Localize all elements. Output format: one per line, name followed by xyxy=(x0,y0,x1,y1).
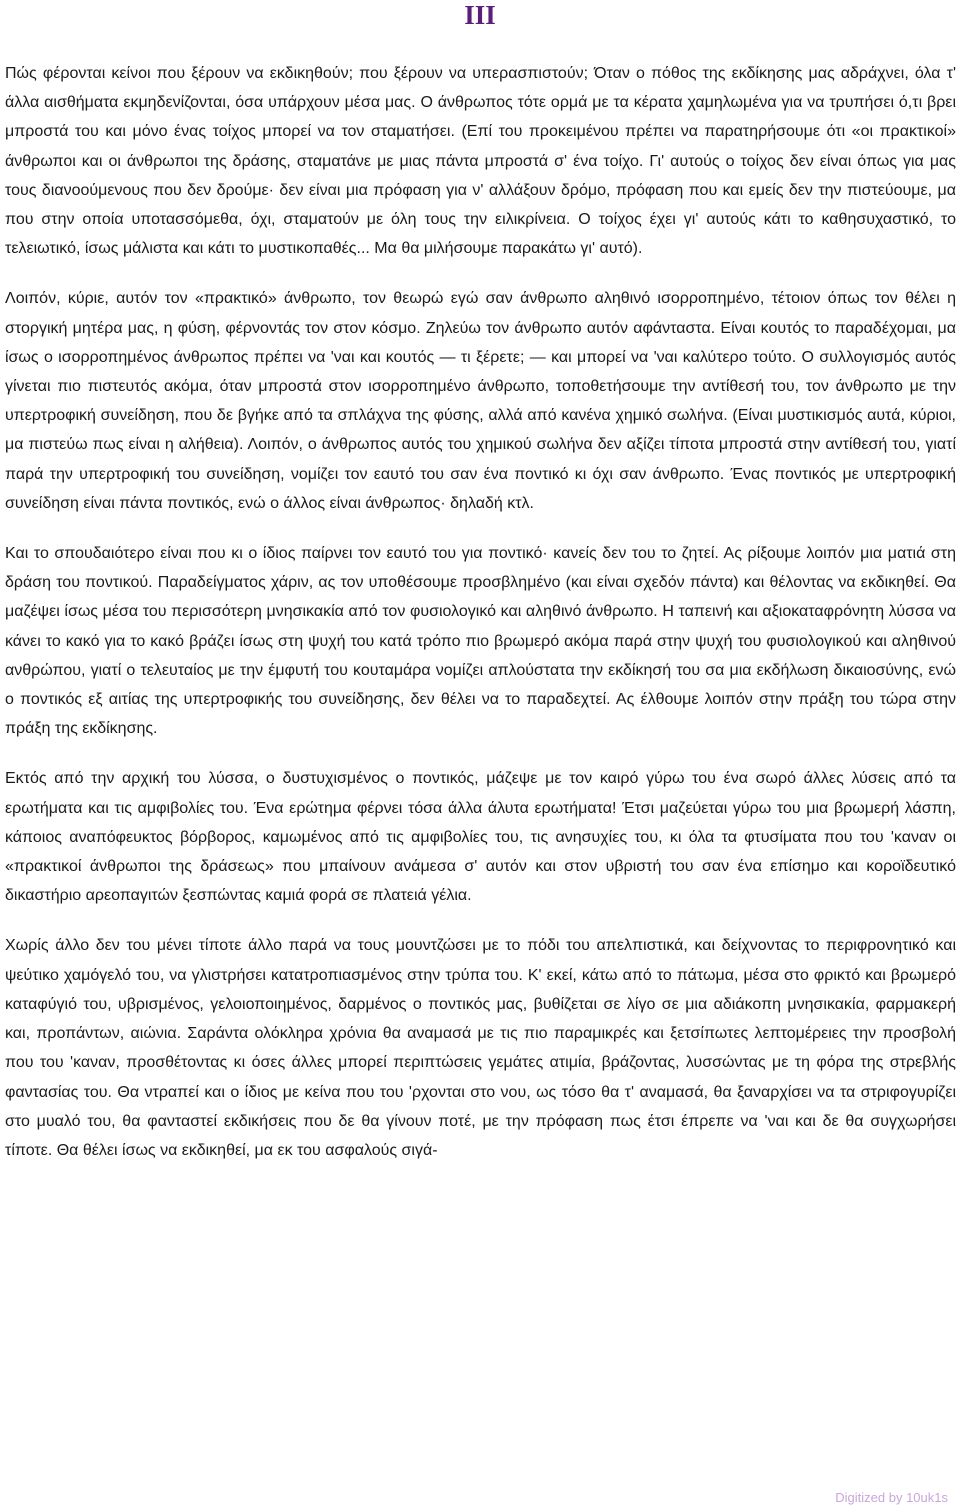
paragraph-2: Λοιπόν, κύριε, αυτόν τον «πρακτικό» άνθρωπο, τον θεωρώ εγώ σαν άνθρωπο αληθινό ισορροπημένο, τέτοιον όπως τον θέλει η στοργική μητέρα μας, η φύση, φέρνοντάς τον στον κόσμο. Ζηλεύω τον άνθρωπο αυτόν αφάνταστα. Είναι κουτός το παραδέχομαι, μα ίσως ο ισορροπημένος άνθρωπος πρέπει να 'ναι και κουτός — τι ξέρετε; — και μπορεί να 'ναι καλύτερο τούτο. Ο συλλογισμός αυτός γίνεται πιο πιστευτός ακόμα, όταν μπροστά στον ισορροπημένο άνθρωπο, τοποθετήσουμε την αντίθεσή του, τον άνθρωπο με την υπερτροφική συνείδηση, που δε βγήκε από τα σπλάχνα της φύσης, αλλά από κανένα χημικό σωλήνα. (Είναι μυστικισμός αυτά, κύριοι, μα πιστεύω πως είναι η αλήθεια). Λοιπόν, ο άνθρωπος αυτός του χημικού σωλήνα δεν αξίζει τίποτα μπροστά στην αντίθεσή του, γιατί παρά την υπερτροφική του συνείδηση, νομίζει τον εαυτό του σαν ένα ποντικό κι όχι σαν άνθρωπο. Ένας ποντικός με υπερτροφική συνείδηση είναι πάντα ποντικός, ενώ ο άλλος είναι άνθρωπος· δηλαδή κτλ. xyxy=(5,290,956,512)
paragraph-4: Εκτός από την αρχική του λύσσα, ο δυστυχισμένος ο ποντικός, μάζεψε με τον καιρό γύρω του ένα σωρό άλλες λύσεις από τα ερωτήματα και τις αμφιβολίες του. Ένα ερώτημα φέρνει τόσα άλλα άλυτα ερωτήματα! Έτσι μαζεύεται γύρω του μια βρωμερή λάσπη, κάποιος αναπόφευκτος βόρβορος, καμωμένος από τις αμφιβολίες του, τις ανησυχίες του, κι όλα τα φτυσίματα που του 'καναν οι «πρακτικοί άνθρωποι της δράσεως» που μπαίνουν ανάμεσα σ' αυτόν και στον υβριστή του σαν ένα επίσημο και κοροϊδευτικό δικαστήριο αρεοπαγιτών ξεσπώντας καμιά φορά σε πλατειά γέλια. xyxy=(5,770,956,905)
paragraph-1: Πώς φέρονται κείνοι που ξέρουν να εκδικηθούν; που ξέρουν να υπερασπιστούν; Όταν ο πόθος της εκδίκησης μας αδράχνει, όλα τ' άλλα αισθήματα εκμηδενίζονται, όσα υπάρχουν μέσα μας. Ο άνθρωπος τότε ορμά με τα κέρατα χαμηλωμένα για να τρυπήσει ό,τι βρει μπροστά του και μόνο ένας τοίχος μπορεί να τον σταματήσει. (Επί του προκειμένου πρέπει να παρατηρήσουμε ότι «οι πρακτικοί» άνθρωποι και οι άνθρωποι της δράσης, σταματάνε με μιας πάντα μπροστά σ' ένα τοίχο. Γι' αυτούς ο τοίχος δεν είναι όπως για μας τους διανοούμενους που δεν δρούμε· δεν είναι μια πρόφαση για ν' αλλάξουν δρόμο, πρόφαση που και εμείς δεν την πιστεύουμε, μα που στην οποία υποτασσόμεθα, όχι, σταματούν με όλη τους την ειλικρίνεια. Ο τοίχος έχει γι' αυτούς κάτι το καθησυχαστικό, το τελειωτικό, ίσως μάλιστα και κάτι το μυστικοπαθές... Μα θα μιλήσουμε παρακάτω γι' αυτό). xyxy=(5,65,956,258)
chapter-body xyxy=(5,59,956,1186)
chapter-title: III xyxy=(464,0,496,30)
paragraph-5: Χωρίς άλλο δεν του μένει τίποτε άλλο παρά να τους μουντζώσει με το πόδι του απελπιστικά, και δείχνοντας το περιφρονητικό και ψεύτικο χαμόγελό του, να γλιστρήσει κατατροπιασμένος στην τρύπα του. Κ' εκεί, κάτω από το πάτωμα, μέσα στο φρικτό και βρωμερό καταφύγιό του, υβρισμένος, γελοιοποιημένος, δαρμένος ο ποντικός μας, βυθίζεται σε λίγο σε μια αδιάκοπη μνησικακία, φαρμακερή και, προπάντων, αιώνια. Σαράντα ολόκληρα χρόνια θα αναμασά με τις πιο παραμικρές και ξετσίπωτες λεπτομέρειες την προσβολή που του 'καναν, προσθέτοντας κι όσες άλλες μπορεί περιπτώσεις γεμάτες ατιμία, βράζοντας, λυσσώντας με τη φόρα της στρεβλής φαντασίας του. Θα ντραπεί και ο ίδιος με κείνα που του 'ρχονται στο νου, ως τόσο θα τ' αναμασά, θα ξαναρχίσει να τα στριφογυρίζει στο μυαλό του, θα φανταστεί εκδικήσεις που δε θα γίνουν ποτέ, με την πρόφαση πως έτσι έπρεπε να 'ναι και δε θα συγχωρήσει τίποτε. Θα θέλει ίσως να εκδικηθεί, μα εκ του ασφαλούς σιγά- xyxy=(5,937,956,1159)
paragraph-3: Και το σπουδαιότερο είναι που κι ο ίδιος παίρνει τον εαυτό του για ποντικό· κανείς δεν του το ζητεί. Ας ρίξουμε λοιπόν μια ματιά στη δράση του ποντικού. Παραδείγματος χάριν, ας τον υποθέσουμε προσβλημένο (και είναι σχεδόν πάντα) και θέλοντας να εκδικηθεί. Θα μαζέψει ίσως μέσα του περισσότερη μνησικακία από τον φυσιολογικό και αληθινό άνθρωπο. Η ταπεινή και αξιοκαταφρόνητη λύσσα να κάνει το κακό για το κακό βράζει ίσως στη ψυχή του κατά τρόπο πιο βρωμερό ακόμα παρά στην ψυχή του φυσιολογικού και αληθινού ανθρώπου, γιατί ο τελευταίος με την έμφυτή του κουταμάρα νομίζει απλούστατα την εκδίκησή του σα μια εκδήλωση δικαιοσύνης, ενώ ο ποντικός εξ αιτίας της υπερτροφικής του συνείδησης, δεν θέλει να το παραδεχτεί. Ας έλθουμε λοιπόν στην πράξη του τώρα στην πράξη της εκδίκησης. xyxy=(5,545,956,738)
watermark: Digitized by 10uk1s xyxy=(835,1490,948,1505)
